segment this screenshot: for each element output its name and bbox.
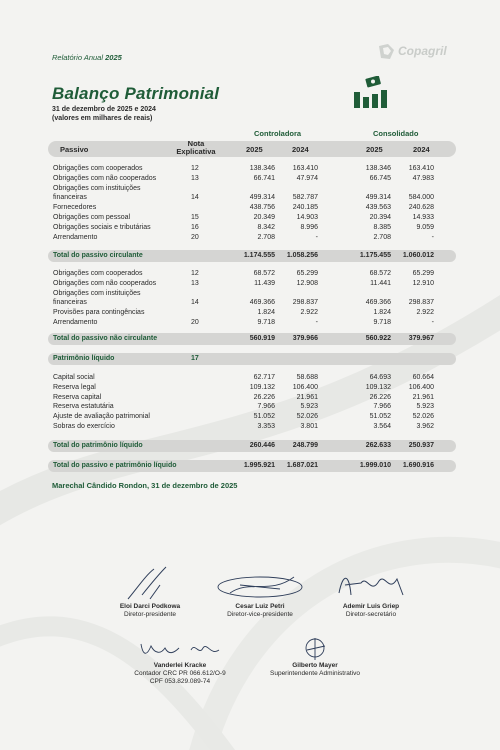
cons-2025: 439.563 [365,204,391,212]
row-label: Obrigações sociais e tributárias [53,223,151,231]
table-row [53,223,453,233]
cons-2024: 298.837 [408,299,434,307]
subtitle-date: 31 de dezembro de 2025 e 2024 [52,106,156,113]
page-title: Balanço Patrimonial [52,84,220,103]
ctrl-2025: 469.366 [249,299,275,307]
signer-role: Diretor-secretário [345,611,397,618]
report-label [52,53,122,62]
cons-2024: 3.962 [416,423,434,430]
ctrl-2025: 51.052 [253,413,275,421]
cons-2024: 47.983 [412,174,434,182]
ctrl-2025: 138.346 [249,165,275,172]
patrimonio-liquido-header [48,353,456,365]
ctrl-2025: 62.717 [253,374,275,381]
header-passivo: Passivo [60,145,89,154]
signer-name: Eloi Darci Podkowa [119,603,181,610]
total-ctrl-2024: 1.058.256 [286,252,318,259]
ctrl-2025: 7.966 [257,403,275,411]
signature-scribble-1 [120,565,180,603]
table-row [53,298,453,308]
cons-2024: 9.059 [416,223,434,231]
signature-block-1 [90,565,210,619]
signer-name: Ademir Luis Griep [342,603,400,610]
cons-2024: - [431,233,434,241]
total-ctrl-2024: 379.966 [292,335,318,342]
cons-2025: 138.346 [365,165,391,172]
ctrl-2025: 1.824 [257,309,275,317]
total-cons-2025: 1.175.455 [359,252,391,259]
row-label: financeiras [53,194,87,202]
signer-role: Diretor-presidente [123,611,177,618]
row-label: Obrigações com instituições [53,289,141,297]
row-label: Reserva capital [53,393,102,401]
header-nota [174,140,218,156]
table-row [53,373,453,383]
cons-2024: 14.933 [412,214,434,221]
row-label: Capital social [53,374,95,381]
row-nota: 20 [191,319,199,326]
header-ctrl-2025: 2025 [246,145,263,154]
group-consolidado: Consolidado [373,129,419,138]
header-nota-1: Nota [187,139,205,148]
total-cons-2024: 1.690.916 [402,462,434,469]
subtitle-units: (valores em milhares de reais) [52,115,153,122]
row-nota: 16 [191,223,199,231]
report-label-text: Relatório Anual [52,53,104,62]
ctrl-2024: 3.801 [300,423,318,430]
row-nota: 13 [191,174,199,182]
ctrl-2024: 582.787 [292,194,318,202]
signature-scribble-2 [210,565,310,603]
total-passivo-circulante [48,250,456,262]
cons-2024: 584.000 [408,194,434,202]
ctrl-2024: - [315,319,318,326]
total-cons-2024: 379.967 [408,335,434,342]
header-cons-2025: 2025 [366,145,383,154]
table-row [53,412,453,422]
cons-2024: 163.410 [408,165,434,172]
table-row [53,289,453,299]
total-cons-2024: 1.060.012 [402,252,434,259]
cons-2025: 66.745 [369,174,391,182]
total-cons-2025: 1.999.010 [359,462,391,469]
ctrl-2025: 11.439 [254,279,275,287]
table-row [53,193,453,203]
ctrl-2024: 14.903 [296,214,318,221]
total-cons-2025: 262.633 [365,442,391,449]
table-row [53,213,453,223]
cons-2025: 109.132 [365,383,391,391]
cons-2025: 26.226 [369,393,391,401]
signature-scribble-3 [331,565,411,603]
ctrl-2024: - [315,233,318,241]
row-nota: 14 [191,299,199,307]
header-nota-2: Explicativa [176,147,216,156]
copagril-logo-icon [376,42,396,62]
total-ctrl-2025: 260.446 [249,442,275,449]
ctrl-2024: 5.923 [300,403,318,411]
cons-2024: 5.923 [416,403,434,411]
row-label: Obrigações com cooperados [53,165,143,172]
cons-2024: 12.910 [412,279,434,287]
row-label: Reserva legal [53,383,96,391]
row-label: Fornecedores [53,204,97,212]
total-ctrl-2025: 560.919 [249,335,275,342]
ctrl-2024: 2.922 [300,309,318,317]
cons-2025: 1.824 [373,309,391,317]
page-subtitle [52,105,156,123]
ctrl-2025: 68.572 [253,270,275,277]
signature-block-3 [316,565,426,619]
ctrl-2024: 298.837 [292,299,318,307]
row-nota: 15 [191,214,199,221]
row-label: financeiras [53,299,87,307]
ctrl-2025: 2.708 [257,233,275,241]
total-ctrl-2025: 1.174.555 [243,252,275,259]
total-cons-2025: 560.922 [365,335,391,342]
brand-logo [376,40,486,66]
brand-name: Copagril [398,44,447,58]
cons-2025: 68.572 [369,270,391,277]
cons-2024: 52.026 [412,413,434,421]
ctrl-2024: 58.688 [296,374,318,381]
total-label: Total do passivo circulante [53,252,143,259]
patrimonio-nota: 17 [191,355,199,362]
table-header [48,141,456,157]
table-row [53,279,453,289]
signer-role: Diretor-vice-presidente [227,611,293,618]
row-nota: 12 [191,165,199,172]
signer-name: Vanderlei Kracke [153,662,207,669]
table-row [53,164,453,174]
total-cons-2024: 250.937 [408,442,434,449]
signer-role: Superintendente Administrativo [270,670,360,677]
total-ctrl-2024: 1.687.021 [286,462,318,469]
cons-2025: 499.314 [365,194,391,202]
ctrl-2025: 499.314 [249,194,275,202]
signer-role: Contador CRC PR 066.612/O-9 [134,670,226,677]
ctrl-2024: 21.961 [296,393,318,401]
money-chart-icon [352,76,390,110]
row-nota: 14 [191,194,199,202]
cons-2025: 11.441 [370,279,391,287]
total-passivo-nao-circulante [48,333,456,345]
ctrl-2024: 47.974 [296,174,318,182]
ctrl-2025: 109.132 [249,383,275,391]
cons-2025: 51.052 [369,413,391,421]
signer-cpf: CPF 053.829.089-74 [149,678,211,685]
row-label: Obrigações com cooperados [53,270,143,277]
total-ctrl-2025: 1.995.921 [243,462,275,469]
place-date: Marechal Cândido Rondon, 31 de dezembro de 2025 [52,481,238,490]
ctrl-2025: 26.226 [253,393,275,401]
row-nota: 12 [191,270,199,277]
row-label: Arrendamento [53,233,98,241]
ctrl-2025: 8.342 [257,223,275,231]
cons-2025: 3.564 [373,423,391,430]
signer-name: Gilberto Mayer [292,662,338,669]
table-row [53,308,453,318]
report-year: 2025 [105,53,122,62]
ctrl-2024: 12.908 [296,279,318,287]
ctrl-2024: 240.185 [292,204,318,212]
total-ctrl-2024: 248.799 [292,442,318,449]
row-label: Arrendamento [53,319,98,326]
total-label: Total do passivo não circulante [53,335,158,342]
signature-block-5 [255,636,375,678]
table-row [53,402,453,412]
ctrl-2025: 9.718 [257,319,275,326]
ctrl-2024: 65.299 [296,270,318,277]
cons-2025: 9.718 [373,319,391,326]
table-row [53,383,453,393]
cons-2024: 65.299 [412,270,434,277]
signature-block-4 [115,636,245,686]
cons-2025: 469.366 [365,299,391,307]
table-row [53,318,453,328]
cons-2025: 8.385 [373,223,391,231]
ctrl-2025: 20.349 [253,214,275,221]
signer-name: Cesar Luiz Petri [235,603,285,610]
table-row [53,233,453,243]
row-nota: 13 [191,279,199,287]
row-label: Sobras do exercício [53,423,115,430]
header-cons-2024: 2024 [413,145,430,154]
row-label: Obrigações com pessoal [53,214,131,221]
group-controladora: Controladora [254,129,302,138]
signature-scribble-4 [135,636,225,662]
row-label: Ajuste de avaliação patrimonial [53,413,150,421]
patrimonio-label: Patrimônio líquido [53,355,115,362]
ctrl-2024: 52.026 [296,413,318,421]
table-row [53,393,453,403]
row-label: Reserva estatutária [53,403,114,411]
cons-2024: 240.628 [408,204,434,212]
total-label: Total do passivo e patrimônio líquido [53,462,177,469]
total-label: Total do patrimônio líquido [53,442,143,449]
signature-block-2 [195,565,325,619]
table-row [53,422,453,432]
ctrl-2024: 163.410 [292,165,318,172]
ctrl-2024: 106.400 [292,383,318,391]
header-ctrl-2024: 2024 [292,145,309,154]
cons-2024: - [431,319,434,326]
row-label: Obrigações com não cooperados [53,174,157,182]
cons-2025: 20.394 [369,214,391,221]
row-label: Provisões para contingências [53,309,145,317]
ctrl-2024: 8.996 [300,223,318,231]
ctrl-2025: 66.741 [253,174,275,182]
cons-2024: 21.961 [412,393,434,401]
cons-2024: 106.400 [408,383,434,391]
cons-2024: 2.922 [416,309,434,317]
ctrl-2025: 438.756 [249,204,275,212]
cons-2024: 60.664 [412,374,434,381]
table-row [53,203,453,213]
cons-2025: 2.708 [373,233,391,241]
row-label: Obrigações com não cooperados [53,279,157,287]
signature-scribble-5 [295,636,335,662]
total-passivo-e-patrimonio [48,460,456,472]
total-patrimonio-liquido [48,440,456,452]
ctrl-2025: 3.353 [257,423,275,430]
row-nota: 20 [191,233,199,241]
table-row [53,269,453,279]
cons-2025: 7.966 [373,403,391,411]
table-row [53,174,453,184]
row-label: Obrigações com instituições [53,184,141,192]
table-row [53,184,453,194]
cons-2025: 64.693 [369,374,391,381]
